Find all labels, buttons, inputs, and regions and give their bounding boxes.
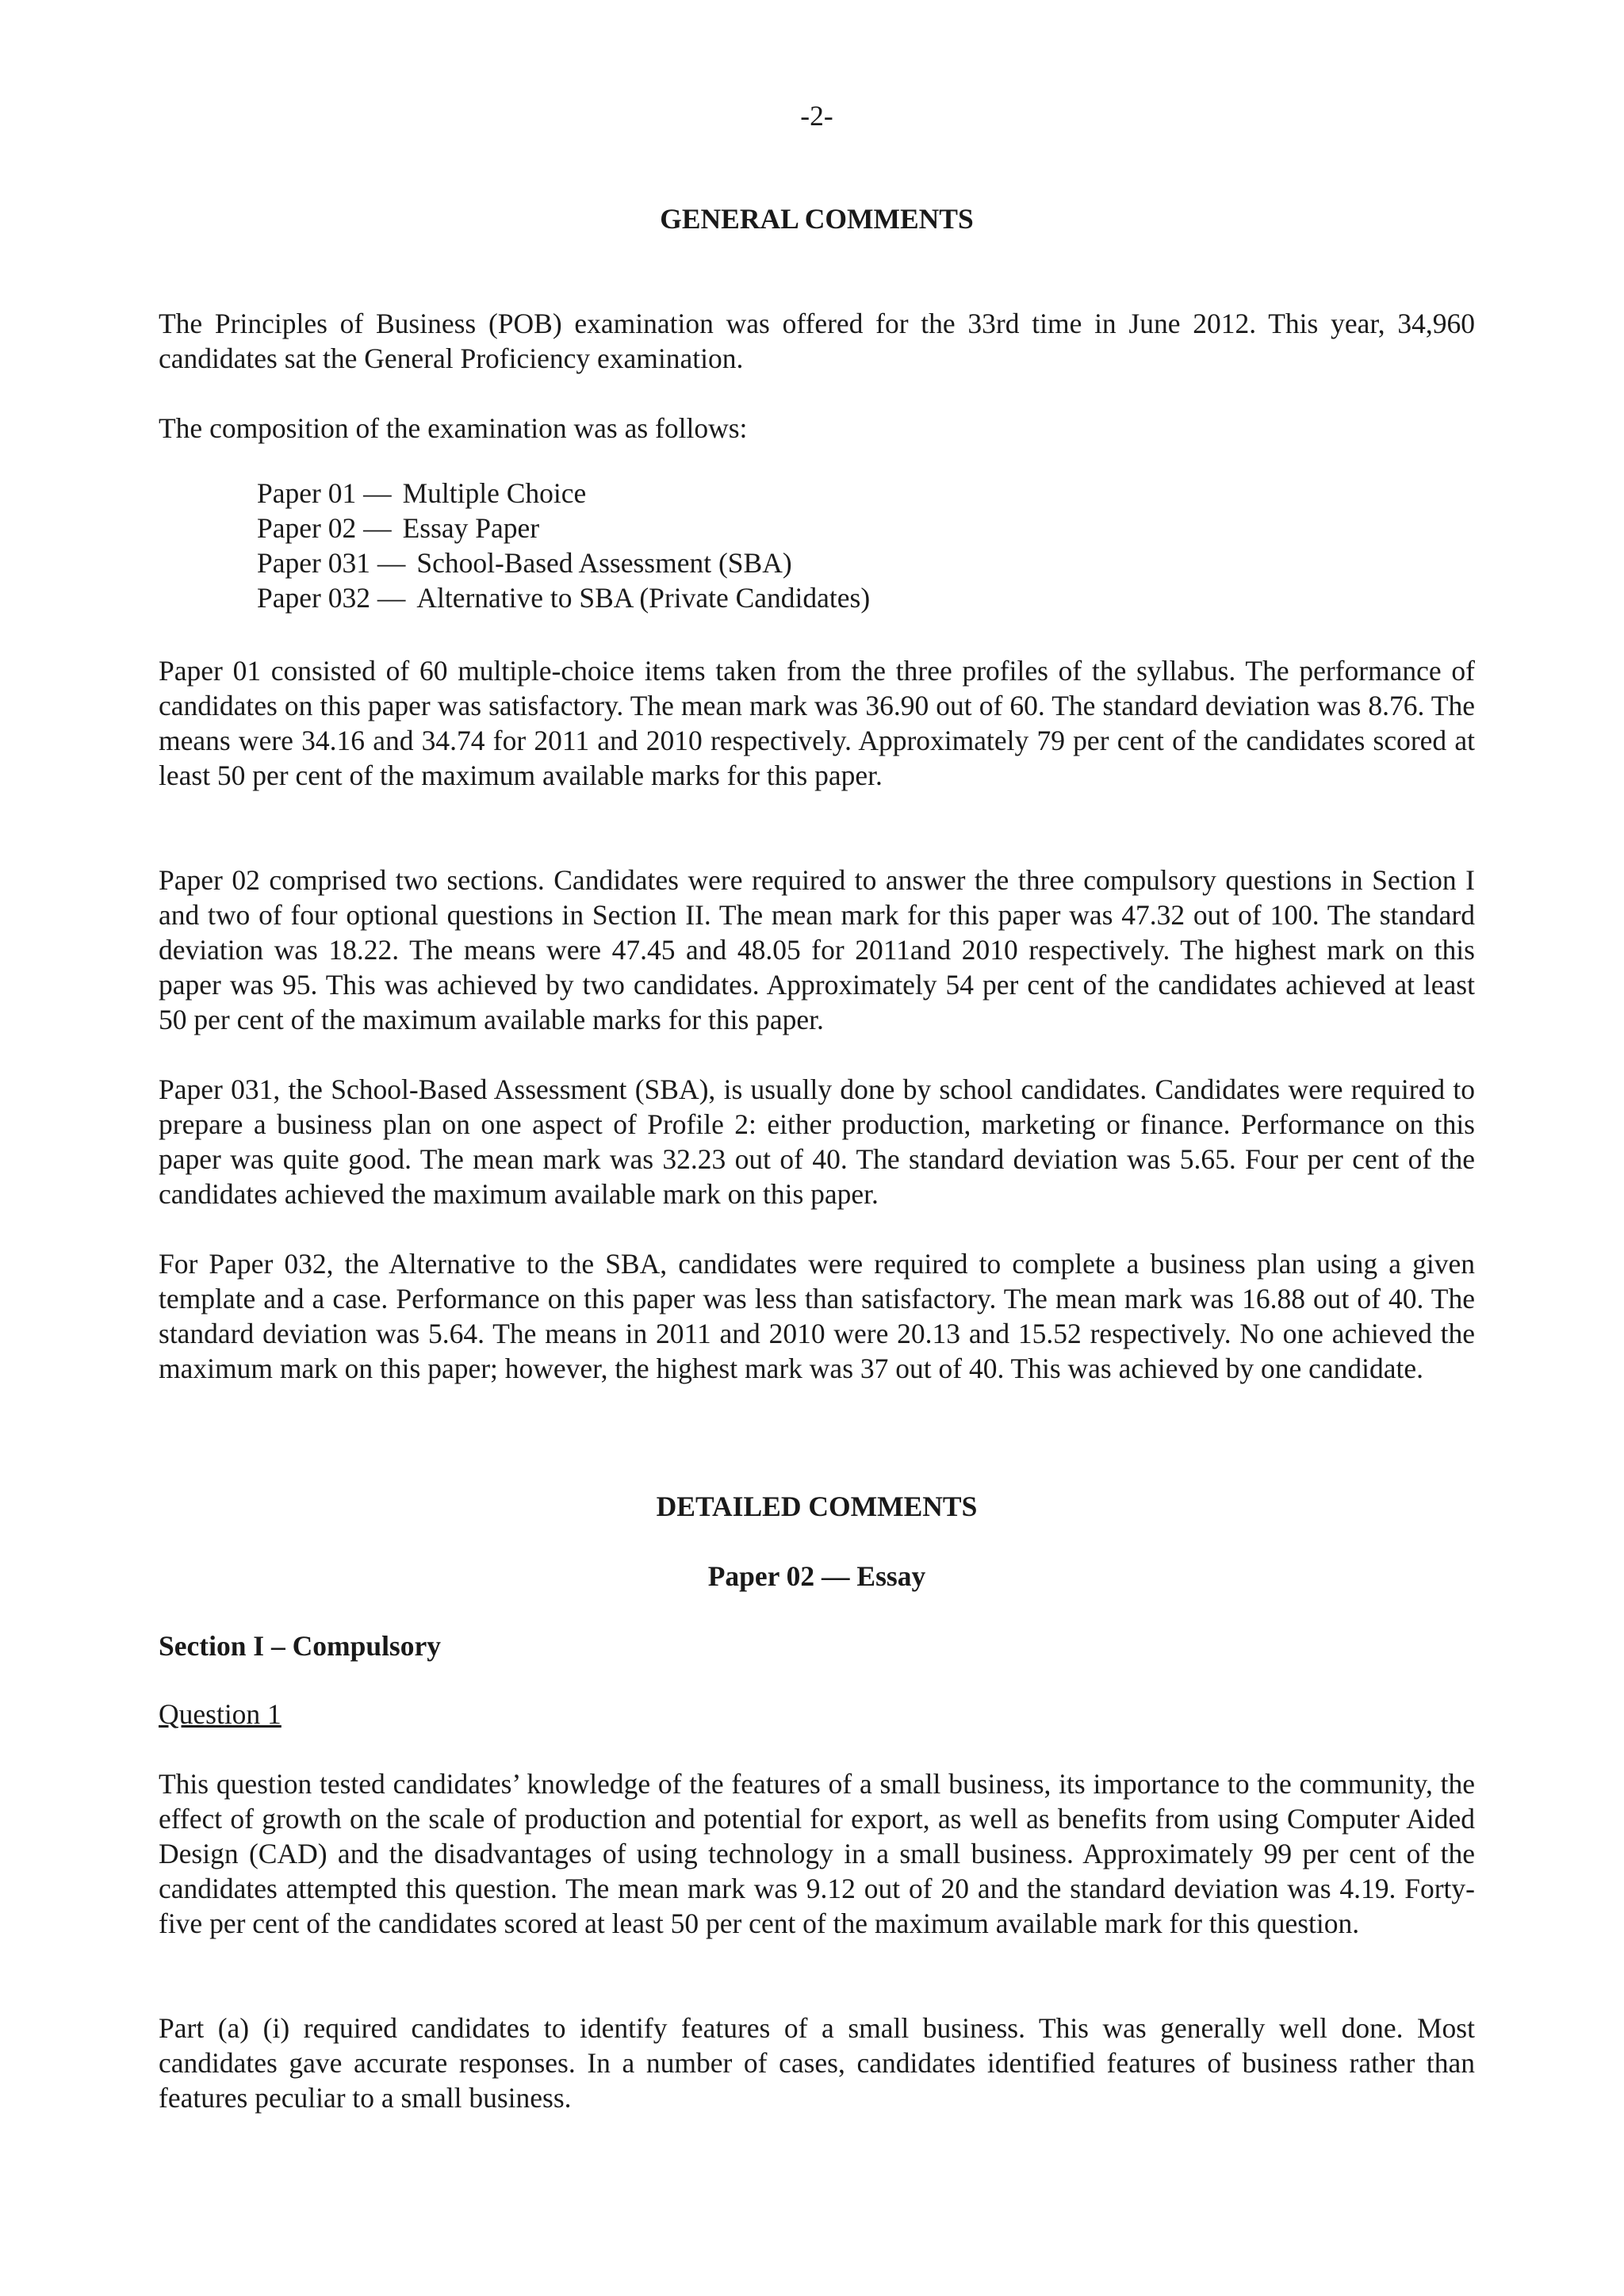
detailed-comments-heading: DETAILED COMMENTS (656, 1490, 978, 1522)
paper-name: Alternative to SBA (Private Candidates) (416, 582, 871, 614)
paper-code: Paper 02 — (257, 512, 392, 544)
part-a-paragraph: Part (a) (i) required candidates to identify features of a small business. This was generally well done. Most candidates gave accurate responses. In a number of cases, candidates identified features of business rather than features peculiar to a small business. (159, 2012, 1475, 2114)
paper-code: Paper 01 — (257, 477, 392, 509)
paper-name: School-Based Assessment (SBA) (416, 547, 792, 579)
paper-list (257, 476, 870, 615)
paper01-paragraph: Paper 01 consisted of 60 multiple-choice items taken from the three profiles of the syllabus. The performance of candidates on this paper was satisfactory. The mean mark was 36.90 out of 60. The standard deviation was 8.76. The means were 34.16 and 34.74 for 2011 and 2010 respectively. Approximately 79 per cent of the candidates scored at least 50 per cent of the maximum available marks for this paper. (159, 655, 1475, 791)
page-number: -2- (800, 100, 833, 132)
paper-code: Paper 032 — (257, 582, 406, 614)
question1-paragraph: This question tested candidates’ knowledge of the features of a small business, its importance to the community, the effect of growth on the scale of production and potential for export, as well as benefits from using Computer Aided Design (CAD) and the disadvantages of using technology in a small business. Approximately 99 per cent of the candidates attempted this question. The mean mark was 9.12 out of 20 and the standard deviation was 4.19. Forty-five per cent of the candidates scored at least 50 per cent of the maximum available mark for this question. (159, 1768, 1475, 1939)
paper-code: Paper 031 — (257, 547, 406, 579)
paper031-paragraph: Paper 031, the School-Based Assessment (SBA), is usually done by school candidates. Candidates were required to prepare a business plan on one aspect of Profile 2: either production, marketing or finance. Performance on this paper was quite good. The mean mark was 32.23 out of 40. The standard deviation was 5.65. Four per cent of the candidates achieved the maximum available mark on this paper. (159, 1073, 1475, 1210)
list-item (257, 476, 870, 511)
paper-name: Multiple Choice (402, 477, 587, 509)
question-label: Question 1 (159, 1698, 282, 1730)
section-label: Section I – Compulsory (159, 1630, 442, 1662)
paper-name: Essay Paper (402, 512, 540, 544)
composition-intro: The composition of the examination was as follows: (159, 412, 748, 444)
general-comments-heading: GENERAL COMMENTS (660, 203, 974, 235)
paper032-paragraph: For Paper 032, the Alternative to the SBA, candidates were required to complete a business plan using a given template and a case. Performance on this paper was less than satisfactory. The mean mark was 16.88 out of 40. The standard deviation was 5.64. The means in 2011 and 2010 were 20.13 and 15.52 respectively. No one achieved the maximum mark on this paper; however, the highest mark was 37 out of 40. This was achieved by one candidate. (159, 1248, 1475, 1384)
intro-paragraph: The Principles of Business (POB) examination was offered for the 33rd time in June 2012. This year, 34,960 candidates sat the General Proficiency examination. (159, 308, 1475, 374)
list-item (257, 511, 870, 545)
list-item (257, 545, 870, 580)
list-item (257, 580, 870, 615)
paper02-paragraph: Paper 02 comprised two sections. Candidates were required to answer the three compulsory questions in Section I and two of four optional questions in Section II. The mean mark for this paper was 47.32 out of 100. The standard deviation was 18.22. The means were 47.45 and 48.05 for 2011and 2010 respectively. The highest mark on this paper was 95. This was achieved by two candidates. Approximately 54 per cent of the candidates achieved at least 50 per cent of the maximum available marks for this paper. (159, 864, 1475, 1035)
paper02-essay-subheading: Paper 02 — Essay (707, 1560, 926, 1592)
